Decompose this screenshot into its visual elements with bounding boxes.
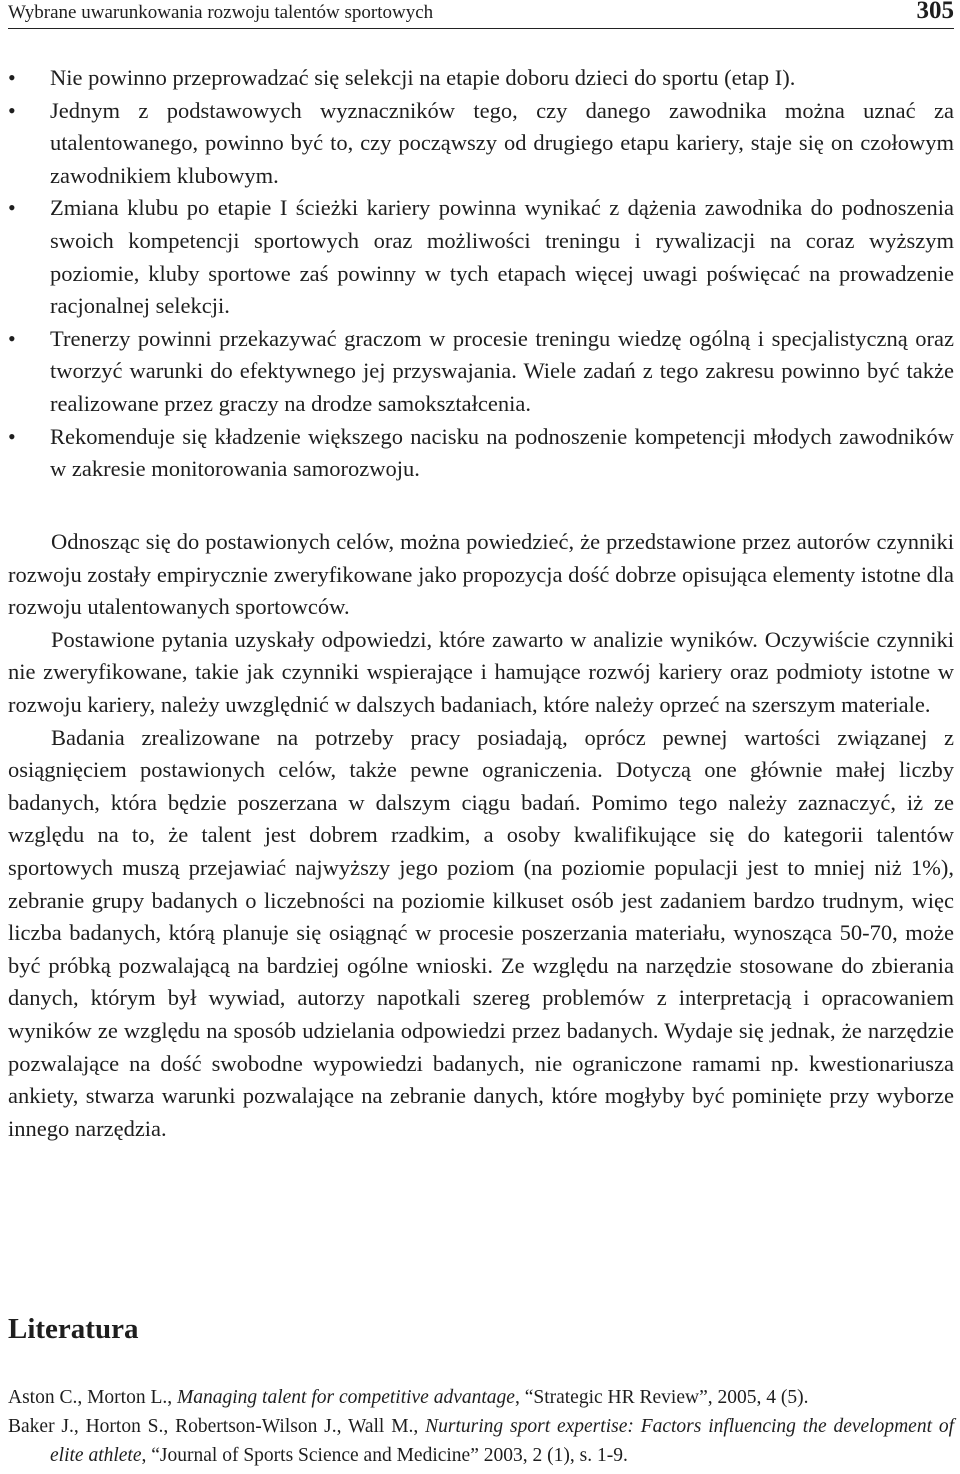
reference-authors: Aston C., Morton L., bbox=[8, 1387, 173, 1408]
header-title: Wybrane uwarunkowania rozwoju talentów sportowych bbox=[8, 2, 434, 23]
list-item bbox=[8, 421, 954, 486]
bullet-icon: • bbox=[8, 97, 16, 123]
body-paragraph: Postawione pytania uzyskały odpowiedzi, które zawarto w analizie wyników. Oczywiście czynniki nie zweryfikowane, takie jak czynniki wspierające i hamujące rozwój kariery oraz podmioty istotne w rozwoju kariery, należy uwzględnić w dalszych badaniach, które należy oprzeć na szerszym materiale. bbox=[8, 626, 954, 717]
reference-source: , “Journal of Sports Science and Medicine” 2003, 2 (1), s. 1-9. bbox=[141, 1445, 628, 1466]
reference-source: , “Strategic HR Review”, 2005, 4 (5). bbox=[514, 1387, 809, 1408]
list-item-text: Trenerzy powinni przekazywać graczom w procesie treningu wiedzę ogólną i specjalistyczną oraz tworzyć warunki do efektywnego jej przyswajania. Wiele zadań z tego zakresu powinno być także realizowane przez graczy na drodze samokształcenia. bbox=[50, 325, 954, 416]
list-item bbox=[8, 95, 954, 193]
list-item bbox=[8, 192, 954, 322]
body-paragraph: Badania zrealizowane na potrzeby pracy posiadają, oprócz pewnej wartości związanej z osiągnięciem postawionych celów, także pewne ograniczenia. Dotyczą one głównie małej liczby badanych, która będzie poszerzana w dalszym ciągu badań. Pomimo tego należy zaznaczyć, iż ze względu na to, że talent jest dobrem rzadkim, a osoby kwalifikujące się do kategorii talentów sportowych muszą przejawiać najwyższy jego poziom (na poziomie populacji jest to mniej niż 1%), zebranie grupy badanych o liczebności na poziomie kilkuset osób jest zadaniem bardzo trudnym, więc liczba badanych, którą planuje się osiągnąć w procesie poszerzania materiału, wynosząca 50-70, może być próbką pozwalającą na bardziej ogólne wnioski. Ze względu na narzędzie stosowane do zbierania danych, którym był wywiad, autorzy napotkali szereg problemów z interpretacją i opracowaniem wyników ze względu na sposób udzielania odpowiedzi przez badanych. Wydaje się jednak, że narzędzie pozwalające na dość swobodne wypowiedzi badanych, nie ograniczone ramami np. kwestionariusza ankiety, stwarza warunki pozwalające na zebranie danych, które mogłyby być pominięte przy wyborze innego narzędzia. bbox=[8, 724, 954, 1141]
list-item bbox=[8, 62, 954, 95]
page-number: 305 bbox=[916, 0, 954, 24]
literature-heading: Literatura bbox=[8, 1313, 139, 1345]
reference-title: Managing talent for competitive advantage bbox=[177, 1387, 515, 1408]
reference-authors: Baker J., Horton S., Robertson-Wilson J., Wall M., bbox=[8, 1416, 419, 1437]
bullet-icon: • bbox=[8, 195, 16, 221]
bullet-icon: • bbox=[8, 423, 16, 449]
bullet-icon: • bbox=[8, 65, 16, 90]
list-item-text: Nie powinno przeprowadzać się selekcji na etapie doboru dzieci do sportu (etap I). bbox=[50, 65, 796, 90]
reference-item bbox=[8, 1383, 954, 1412]
recommendations-list bbox=[8, 62, 954, 486]
reference-list bbox=[8, 1383, 954, 1470]
body-paragraph: Odnosząc się do postawionych celów, można powiedzieć, że przedstawione przez autorów czynniki rozwoju zostały empirycznie zweryfikowane jako propozycja dość dobrze opisująca elementy istotne dla rozwoju utalentowanych sportowców. bbox=[8, 529, 954, 620]
body-text bbox=[8, 526, 954, 1145]
list-item bbox=[8, 323, 954, 421]
running-header bbox=[8, 0, 954, 29]
reference-title: Nurturing sport expertise: Factors influencing the development of elite athlete bbox=[50, 1416, 955, 1466]
list-item-text: Rekomenduje się kładzenie większego nacisku na podnoszenie kompetencji młodych zawodników w zakresie monitorowania samorozwoju. bbox=[50, 423, 954, 482]
reference-item bbox=[8, 1412, 954, 1470]
list-item-text: Jednym z podstawowych wyznaczników tego, czy danego zawodnika można uznać za utalentowanego, powinno być to, czy począwszy od drugiego etapu kariery, staje się on czołowym zawodnikiem klubowym. bbox=[50, 97, 954, 188]
bullet-icon: • bbox=[8, 325, 16, 351]
list-item-text: Zmiana klubu po etapie I ścieżki kariery powinna wynikać z dążenia zawodnika do podnoszenia swoich kompetencji sportowych oraz możliwości treningu i rywalizacji na coraz wyższym poziomie, kluby sportowe zaś powinny w tych etapach więcej uwagi poświęcać na prowadzenie racjonalnej selekcji. bbox=[50, 195, 954, 319]
